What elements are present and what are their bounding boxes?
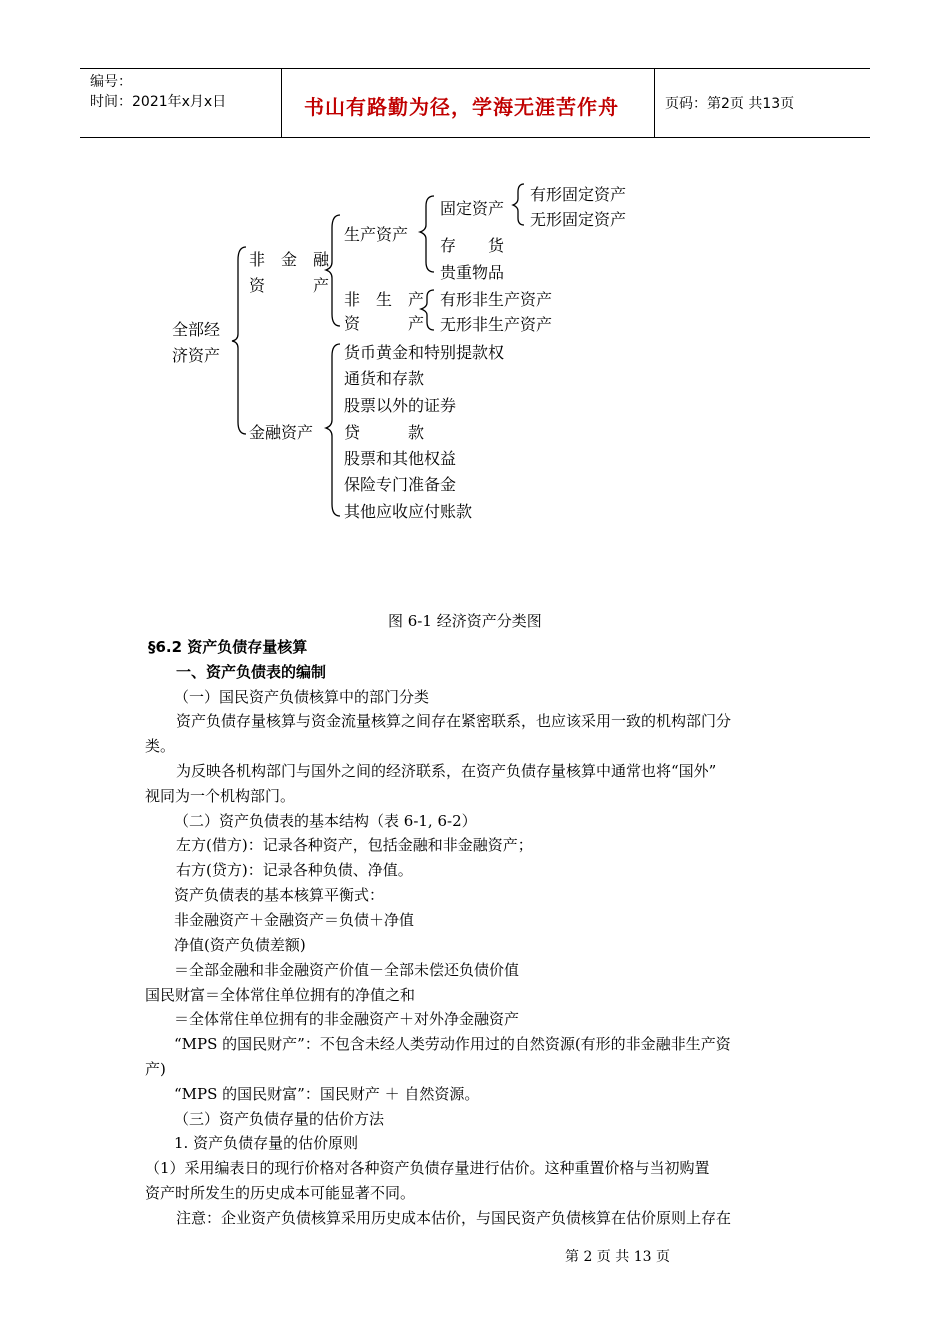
fin-item: 通货和存款 <box>344 369 425 388</box>
tangible-nonproduced-label: 有形非生产资产 <box>440 290 553 309</box>
body-line: 资产时所发生的历史成本可能显著不同。 <box>145 1184 416 1202</box>
root-label-line1: 全部经 <box>172 320 221 339</box>
fin-item: 贷 款 <box>344 423 425 442</box>
produced-label: 生产资产 <box>344 225 409 244</box>
intangible-fixed-label: 无形固定资产 <box>530 210 627 229</box>
fin-brace <box>326 344 340 516</box>
body-line: 左方(借方)：记录各种资产，包括金融和非金融资产； <box>176 836 533 854</box>
fin-item: 其他应收应付账款 <box>344 502 473 521</box>
fin-label: 金融资产 <box>249 423 314 442</box>
root-brace <box>232 247 246 434</box>
body-line <box>176 710 806 731</box>
fin-item: 股票和其他权益 <box>344 449 457 468</box>
doc-date-label: 时间：2021年x月x日 <box>90 94 227 110</box>
asset-classification-diagram <box>0 0 950 600</box>
nonfin-label-line1: 非 金 融 <box>249 250 330 269</box>
intangible-nonproduced-label: 无形非生产资产 <box>440 315 553 334</box>
body-text: 资产负债存量核算与资金流量核算之间存在紧密联系，也应该采用一致的机构部门分 <box>176 712 732 730</box>
body-line: “MPS 的国民财富”：国民财产 ＋ 自然资源。 <box>174 1085 480 1103</box>
nonproduced-label-line2: 资 产 <box>344 314 425 333</box>
body-line: 非金融资产＋金融资产＝负债＋净值 <box>174 911 415 929</box>
body-line: “MPS 的国民财产”：不包含未经人类劳动作用过的自然资源(有形的非金融非生产资 <box>174 1035 731 1053</box>
fin-item: 货币黄金和特别提款权 <box>344 343 505 362</box>
page-footer: 第 2 页 共 13 页 <box>565 1249 670 1265</box>
nonfin-label-line2: 资 产 <box>249 276 330 295</box>
body-line: 净值(资产负债差额) <box>174 936 306 954</box>
nonfin-brace <box>326 215 340 326</box>
body-line: 类。 <box>145 737 176 755</box>
body-line: ＝全部金融和非金融资产价值－全部未偿还负债价值 <box>174 961 520 979</box>
section-title: §6.2 资产负债存量核算 <box>148 638 308 656</box>
body-line: 资产负债表的基本核算平衡式： <box>174 886 385 904</box>
fin-item: 保险专门准备金 <box>344 475 457 494</box>
fixed-label: 固定资产 <box>440 199 505 218</box>
valuables-label: 贵重物品 <box>440 263 505 282</box>
body-line: （三）资产负债存量的估价方法 <box>174 1110 385 1128</box>
body-line: 产) <box>145 1060 166 1078</box>
body-line: 视同为一个机构部门。 <box>145 787 296 805</box>
body-line: （一）国民资产负债核算中的部门分类 <box>174 688 430 706</box>
body-line: （1）采用编表日的现行价格对各种资产负债存量进行估价。这种重置价格与当初购置 <box>145 1159 710 1177</box>
produced-brace <box>420 196 434 272</box>
doc-number-label: 编号： <box>90 74 132 90</box>
inventory-label: 存 货 <box>440 236 505 255</box>
body-line: （二）资产负债表的基本结构（表 6-1, 6-2） <box>174 812 477 830</box>
root-label-line2: 济资产 <box>172 346 221 365</box>
fin-item: 股票以外的证券 <box>344 396 457 415</box>
page-info: 页码：第2页 共13页 <box>665 96 795 112</box>
header-motto: 书山有路勤为径，学海无涯苦作舟 <box>304 95 619 119</box>
tangible-fixed-label: 有形固定资产 <box>530 185 627 204</box>
body-line: 1. 资产负债存量的估价原则 <box>174 1134 359 1152</box>
body-line: ＝全体常住单位拥有的非金融资产＋对外净金融资产 <box>174 1010 520 1028</box>
subsection-title: 一、资产负债表的编制 <box>176 663 327 681</box>
body-line: 为反映各机构部门与国外之间的经济联系，在资产负债存量核算中通常也将“国外” <box>176 762 717 780</box>
body-line: 国民财富＝全体常住单位拥有的净值之和 <box>145 986 416 1004</box>
body-line: 注意：企业资产负债核算采用历史成本估价，与国民资产负债核算在估价原则上存在 <box>176 1209 732 1227</box>
nonproduced-label-line1: 非 生 产 <box>344 290 425 309</box>
figure-caption: 图 6-1 经济资产分类图 <box>388 612 542 630</box>
fixed-brace <box>513 184 524 225</box>
body-line: 右方(贷方)：记录各种负债、净值。 <box>176 861 413 879</box>
